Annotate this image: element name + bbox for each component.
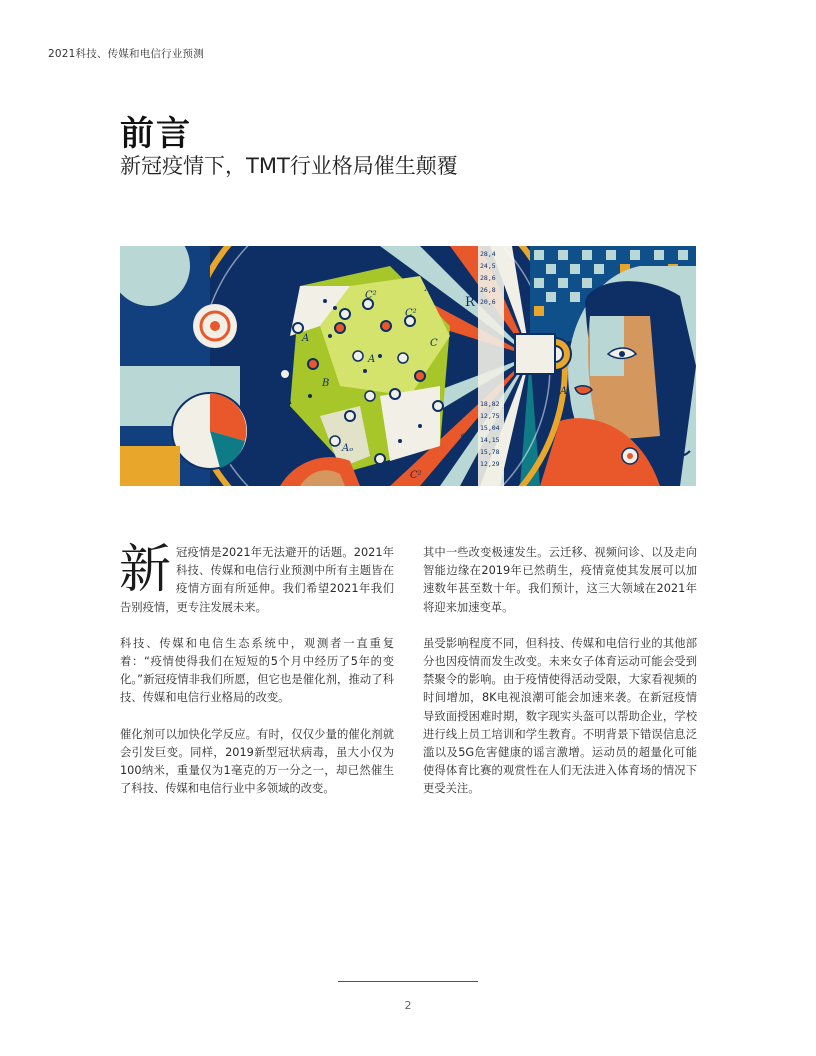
- body-column-left: [119, 540, 394, 816]
- paragraph: 科技、传媒和电信生态系统中，观测者一直重复着：“疫情使得我们在短短的5个月中经历了5年的变化。”新冠疫情非我们所愿，但它也是催化剂，推动了科技、传媒和电信行业格局的改变。: [120, 636, 394, 705]
- illustration-label: A: [285, 396, 293, 407]
- dropcap: 新: [119, 540, 172, 600]
- illustration-label: A: [302, 333, 310, 344]
- illustration-number: 20,6: [480, 298, 496, 306]
- paragraph: 虽受影响程度不同，但科技、传媒和电信行业的其他部分也因疫情而发生改变。未来女子体育运动可能会受到禁聚令的影响。由于疫情使得活动受限，大家看视频的时间增加，8K电视浪潮可能会加速来袭。在新冠疫情导致面授困难时期，数字现实头盔可以帮助企业，学校进行线上员工培训和学生教育。不明背景下错误信息泛滥以及5G危害健康的谣言激增。运动员的超量化可能使得体育比赛的观赏性在人们无法进入体育场的情况下更受关注。: [423, 636, 697, 796]
- illustration-label: B: [322, 378, 330, 389]
- page-subtitle: 新冠疫情下，TMT行业格局催生颠覆: [120, 154, 458, 178]
- illustration-label: R: [465, 295, 475, 310]
- paragraph: 催化剂可以加快化学反应。有时，仅仅少量的催化剂就会引发巨变。同样，2019新型冠状病毒，虽大小仅为100纳米，重量仅为1毫克的万一分之一，却已然催生了科技、传媒和电信行业中多领域的改变。: [120, 727, 394, 796]
- paragraph: [119, 540, 394, 617]
- footer-divider: [338, 981, 478, 982]
- page-title: 前言: [120, 114, 192, 154]
- illustration-label: A: [368, 354, 376, 365]
- illustration-label: C: [430, 338, 438, 349]
- illustration-number: 15,78: [480, 448, 500, 456]
- illustration-label: Aₒ: [342, 443, 354, 454]
- illustration-number: 26,8: [480, 286, 496, 294]
- body-column-right: [423, 544, 697, 817]
- illustration-number: 12,75: [480, 412, 500, 420]
- illustration-label: C²: [405, 308, 417, 319]
- paragraph: 其中一些改变极速发生。云迁移、视频问诊、以及走向智能边缘在2019年已然萌生，疫情竟使其发展可以加速数年甚至数十年。我们预计，这三大领域在2021年将迎来加速变革。: [423, 546, 697, 614]
- hero-illustration: [120, 246, 696, 486]
- illustration-number: 24,5: [480, 262, 496, 270]
- illustration-number: 28,6: [480, 274, 496, 282]
- illustration-number: 14,15: [480, 436, 500, 444]
- illustration-number: 15,04: [480, 424, 500, 432]
- illustration-label: A: [560, 386, 568, 397]
- illustration-number: 18,82: [480, 400, 500, 408]
- illustration-number: 12,29: [480, 460, 500, 468]
- page-number: 2: [404, 999, 412, 1012]
- paragraph-text: 冠疫情是2021年无法避开的话题。2021年科技、传媒和电信行业预测中所有主题皆在疫情方面有所延伸。我们希望2021年我们告别疫情，更专注发展未来。: [120, 546, 394, 614]
- illustration-label: S: [460, 433, 467, 444]
- illustration-label: A: [425, 283, 433, 294]
- illustration-label: C²: [410, 470, 422, 481]
- illustration-number: 28,4: [480, 250, 496, 258]
- running-header: 2021科技、传媒和电信行业预测: [48, 48, 204, 60]
- illustration-label: C²: [365, 290, 377, 301]
